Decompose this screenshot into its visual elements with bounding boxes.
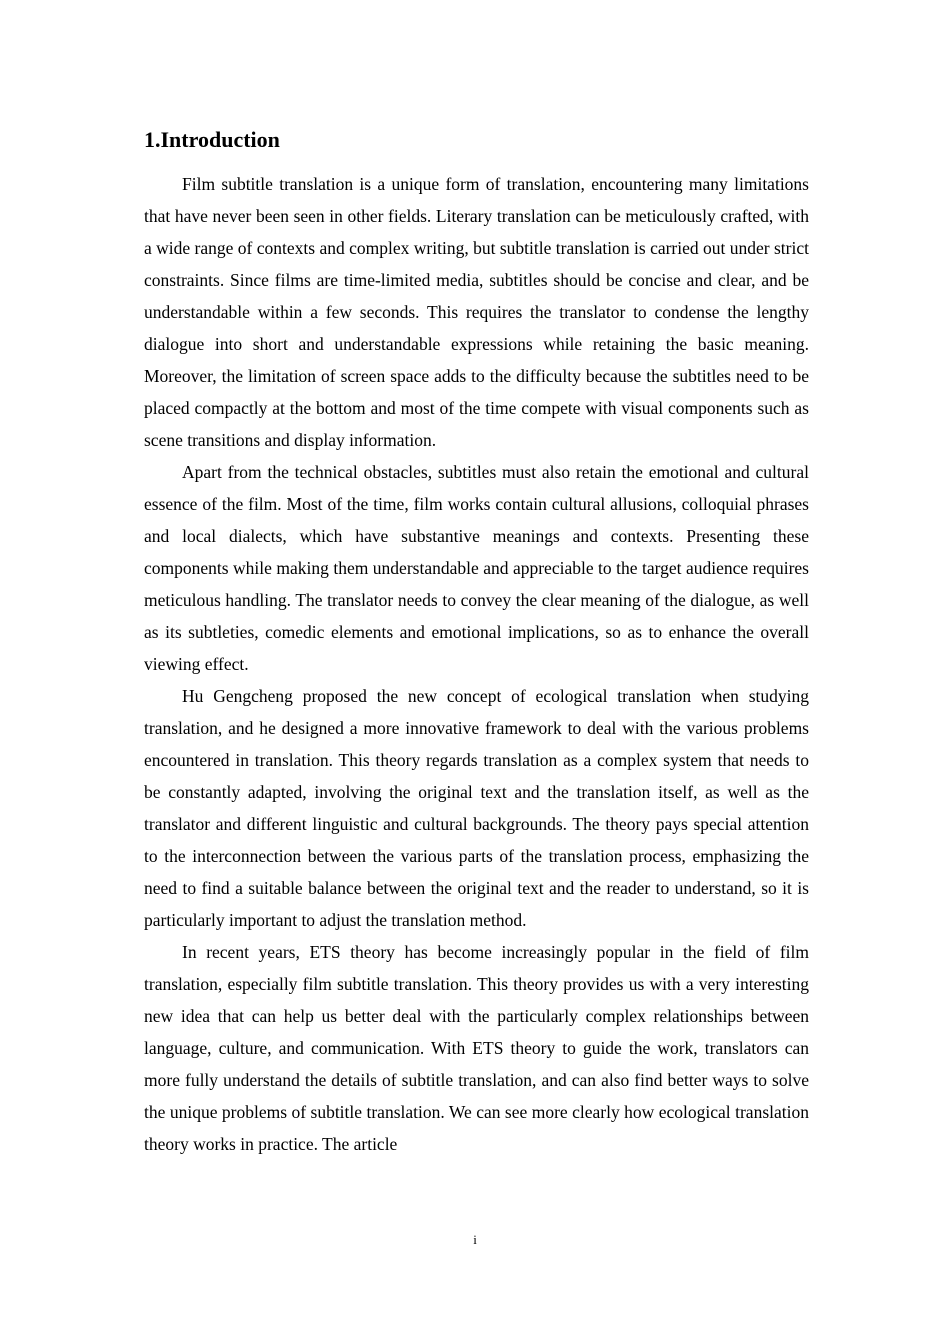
section-body <box>144 168 809 1160</box>
paragraph: In recent years, ETS theory has become increasingly popular in the field of film translation, especially film subtitle translation. This theory provides us with a very interesting new idea that can help us better deal with the particularly complex relationships between language, culture, and communication. With ETS theory to guide the work, translators can more fully understand the details of subtitle translation, and can also find better ways to solve the unique problems of subtitle translation. We can see more clearly how ecological translation theory works in practice. The article <box>144 942 809 1154</box>
paragraph: Film subtitle translation is a unique form of translation, encountering many limitations that have never been seen in other fields. Literary translation can be meticulously crafted, with a wide range of contexts and complex writing, but subtitle translation is carried out under strict constraints. Since films are time-limited media, subtitles should be concise and clear, and be understandable within a few seconds. This requires the translator to condense the lengthy dialogue into short and understandable expressions while retaining the basic meaning. Moreover, the limitation of screen space adds to the difficulty because the subtitles need to be placed compactly at the bottom and most of the time compete with visual components such as scene transitions and display information. <box>144 174 809 450</box>
section-heading: 1.Introduction <box>144 127 280 152</box>
paragraph: Hu Gengcheng proposed the new concept of ecological translation when studying translation, and he designed a more innovative framework to deal with the various problems encountered in translation. This theory regards translation as a complex system that needs to be constantly adapted, involving the original text and the translation itself, as well as the translator and different linguistic and cultural backgrounds. The theory pays special attention to the interconnection between the various parts of the translation process, emphasizing the need to find a suitable balance between the original text and the reader to understand, so it is particularly important to adjust the translation method. <box>144 686 809 930</box>
page-number: i <box>473 1232 477 1247</box>
paragraph: Apart from the technical obstacles, subtitles must also retain the emotional and cultural essence of the film. Most of the time, film works contain cultural allusions, colloquial phrases and local dialects, which have substantive meanings and contexts. Presenting these components while making them understandable and appreciable to the target audience requires meticulous handling. The translator needs to convey the clear meaning of the dialogue, as well as its subtleties, comedic elements and emotional implications, so as to enhance the overall viewing effect. <box>144 462 809 674</box>
